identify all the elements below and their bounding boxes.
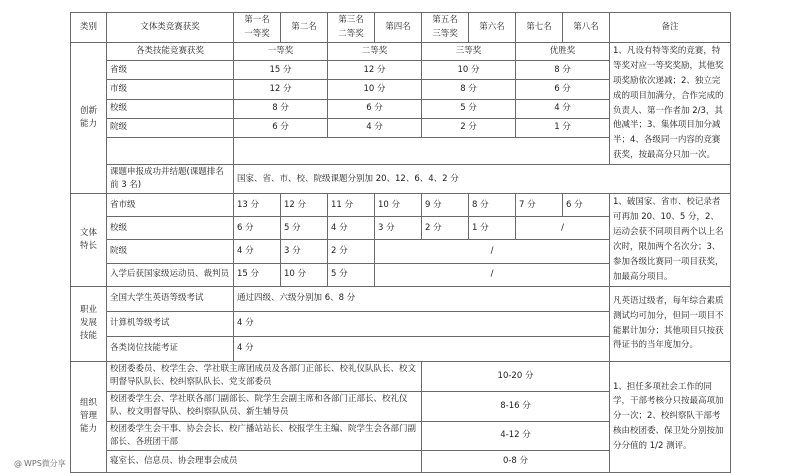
table-row bbox=[71, 194, 731, 217]
organization-value: 0-8 分 bbox=[422, 450, 610, 472]
innovation-level-3: 三等奖 bbox=[422, 43, 516, 61]
organization-row-label: 校团委学生会、学社联各部门副部长、院学生会副主席和各部门正部长、校礼仪队、校文明督导队、校纠察队队员、新生辅导员 bbox=[107, 391, 422, 421]
sports-cell: 4 分 bbox=[234, 240, 281, 263]
table-row bbox=[71, 361, 731, 391]
header-rank-7: 第七名 bbox=[516, 13, 563, 43]
innovation-cell: 8 分 bbox=[422, 80, 516, 99]
header-rank-3-text: 第三名 二等奖 bbox=[338, 15, 364, 39]
innovation-level-4: 优胜奖 bbox=[516, 43, 610, 61]
innovation-cell: 10 分 bbox=[328, 80, 422, 99]
vocational-row-label: 全国大学生英语等级考试 bbox=[107, 286, 234, 311]
sports-slash: / bbox=[375, 263, 610, 286]
vocational-category-text: 职业 发展 技能 bbox=[79, 304, 97, 342]
innovation-cell: 12 分 bbox=[328, 61, 422, 80]
sports-note: 1、破国家、省市、校记录者可再加 20、10、5 分，2、运动会获不同项目两个以上名次时，限加两个名次分；3、参加各级比赛同一项目获奖，加最高分项目。 bbox=[610, 194, 731, 286]
project-value: 国家、省、市、校、院级课题分别加 20、12、6、4、2 分 bbox=[234, 165, 731, 194]
header-row bbox=[71, 13, 731, 43]
header-category: 类别 bbox=[71, 13, 107, 43]
sports-row-label: 入学后获国家级运动员、裁判员 bbox=[107, 263, 234, 286]
innovation-note: 1、凡设有特等奖的竞赛，特等奖对应一等奖奖励，其他奖项奖励依次递减；2、独立完成的项目加满分，合作完成的负责人、第一作者加 2/3，其他减半；3、集体项目加分减半；4、各级同一内容的竞赛获奖，按最高分只加一次。 bbox=[610, 43, 731, 165]
innovation-subheader-row bbox=[71, 43, 731, 61]
vocational-row-label: 各类岗位技能考证 bbox=[107, 336, 234, 361]
innovation-cell: 6 分 bbox=[234, 118, 328, 137]
innovation-cell: 4 分 bbox=[328, 118, 422, 137]
sports-category-text: 文体 特长 bbox=[79, 227, 97, 251]
sports-cell: 8 分 bbox=[469, 194, 516, 217]
organization-row-label: 校团委学生会干事、协会会长、校广播站站长、校报学生主编、院学生会各部门副部长、各班团干部 bbox=[107, 421, 422, 450]
sports-cell: 11 分 bbox=[328, 194, 375, 217]
header-rank-1 bbox=[234, 13, 281, 43]
sports-cell: 2 分 bbox=[422, 217, 469, 240]
innovation-project-row bbox=[71, 165, 731, 194]
innovation-cell: 12 分 bbox=[234, 80, 328, 99]
innovation-cell: 8 分 bbox=[516, 61, 610, 80]
table-row bbox=[71, 286, 731, 311]
organization-row-label: 校团委委员、校学生会、学社联主席团成员及各部门正部长、校礼仪队队长、校文明督导队队长、校纠察队队长、党支部委员 bbox=[107, 361, 422, 391]
sports-cell: 3 分 bbox=[281, 240, 328, 263]
sports-cell: 5 分 bbox=[281, 217, 328, 240]
organization-value: 10-20 分 bbox=[422, 361, 610, 391]
sports-cell: 5 分 bbox=[328, 263, 375, 286]
innovation-category bbox=[71, 43, 107, 194]
header-award-type: 文体类竞赛获奖 bbox=[107, 13, 234, 43]
innovation-cell: 2 分 bbox=[422, 118, 516, 137]
empty-cell bbox=[107, 137, 234, 164]
header-note: 备注 bbox=[610, 13, 731, 43]
sports-row-label: 院级 bbox=[107, 240, 234, 263]
sports-cell: 15 分 bbox=[234, 263, 281, 286]
sports-cell: 13 分 bbox=[234, 194, 281, 217]
innovation-cell: 6 分 bbox=[516, 80, 610, 99]
vocational-row-label: 计算机等级考试 bbox=[107, 311, 234, 336]
innovation-row-label: 市级 bbox=[107, 80, 234, 99]
innovation-cell: 5 分 bbox=[422, 99, 516, 118]
sports-cell: 10 分 bbox=[281, 263, 328, 286]
innovation-level-1: 一等奖 bbox=[234, 43, 328, 61]
vocational-category bbox=[71, 286, 107, 361]
sports-cell: 7 分 bbox=[516, 194, 563, 217]
header-rank-6: 第六名 bbox=[469, 13, 516, 43]
organization-category bbox=[71, 361, 107, 472]
innovation-cell: 15 分 bbox=[234, 61, 328, 80]
header-rank-5-text: 第五名 三等奖 bbox=[432, 15, 458, 39]
vocational-value: 4 分 bbox=[234, 336, 610, 361]
innovation-cell: 8 分 bbox=[234, 99, 328, 118]
organization-note: 1、担任多项社会工作的同学，干部考核分只按最高项加分一次；2、校纠察队干部考核由校团委、保卫处分别按加分分值的 1/2 测评。 bbox=[610, 361, 731, 472]
header-rank-5 bbox=[422, 13, 469, 43]
sports-category bbox=[71, 194, 107, 286]
sports-slash: / bbox=[375, 240, 610, 263]
header-rank-3 bbox=[328, 13, 375, 43]
header-rank-1-text: 第一名 一等奖 bbox=[244, 15, 270, 39]
watermark-text: WPS微分享 bbox=[24, 459, 66, 468]
sports-cell: 6 分 bbox=[234, 217, 281, 240]
watermark bbox=[14, 458, 66, 469]
project-label: 课题申报成功并结题(课题排名前 3 名) bbox=[107, 165, 234, 194]
innovation-cell: 1 分 bbox=[516, 118, 610, 137]
innovation-category-text: 创新 能力 bbox=[79, 106, 97, 130]
sports-cell: 2 分 bbox=[328, 240, 375, 263]
sports-slash: / bbox=[516, 217, 610, 240]
empty-cell bbox=[234, 137, 610, 164]
sports-cell: 4 分 bbox=[328, 217, 375, 240]
innovation-subheader-label: 各类技能竞赛获奖 bbox=[107, 43, 234, 61]
sports-cell: 1 分 bbox=[469, 217, 516, 240]
organization-value: 4-12 分 bbox=[422, 421, 610, 450]
sports-row-label: 省市级 bbox=[107, 194, 234, 217]
innovation-row-label: 校级 bbox=[107, 99, 234, 118]
innovation-cell: 6 分 bbox=[328, 99, 422, 118]
innovation-row-label: 省级 bbox=[107, 61, 234, 80]
innovation-cell: 10 分 bbox=[422, 61, 516, 80]
vocational-value: 通过四级、六级分别加 6、8 分 bbox=[234, 286, 610, 311]
header-rank-2: 第二名 bbox=[281, 13, 328, 43]
organization-category-text: 组织 管理 能力 bbox=[79, 398, 97, 435]
sports-cell: 6 分 bbox=[563, 194, 610, 217]
score-table bbox=[70, 12, 731, 473]
sports-row-label: 校级 bbox=[107, 217, 234, 240]
watermark-at: @ bbox=[14, 459, 22, 468]
header-rank-4: 第四名 bbox=[375, 13, 422, 43]
organization-row-label: 寝室长、信息员、协会理事会成员 bbox=[107, 450, 422, 472]
sports-cell: 12 分 bbox=[281, 194, 328, 217]
innovation-row-label: 院级 bbox=[107, 118, 234, 137]
vocational-note: 凡英语过级者，每年综合素质测试均可加分，但同一项目不能累计加分；其他项目只按获得证书的当年度加分。 bbox=[610, 286, 731, 361]
organization-value: 8-16 分 bbox=[422, 391, 610, 421]
header-rank-8: 第八名 bbox=[563, 13, 610, 43]
sports-cell: 10 分 bbox=[375, 194, 422, 217]
innovation-cell: 4 分 bbox=[516, 99, 610, 118]
innovation-level-2: 二等奖 bbox=[328, 43, 422, 61]
sports-cell: 3 分 bbox=[375, 217, 422, 240]
vocational-value: 4 分 bbox=[234, 311, 610, 336]
sports-cell: 9 分 bbox=[422, 194, 469, 217]
